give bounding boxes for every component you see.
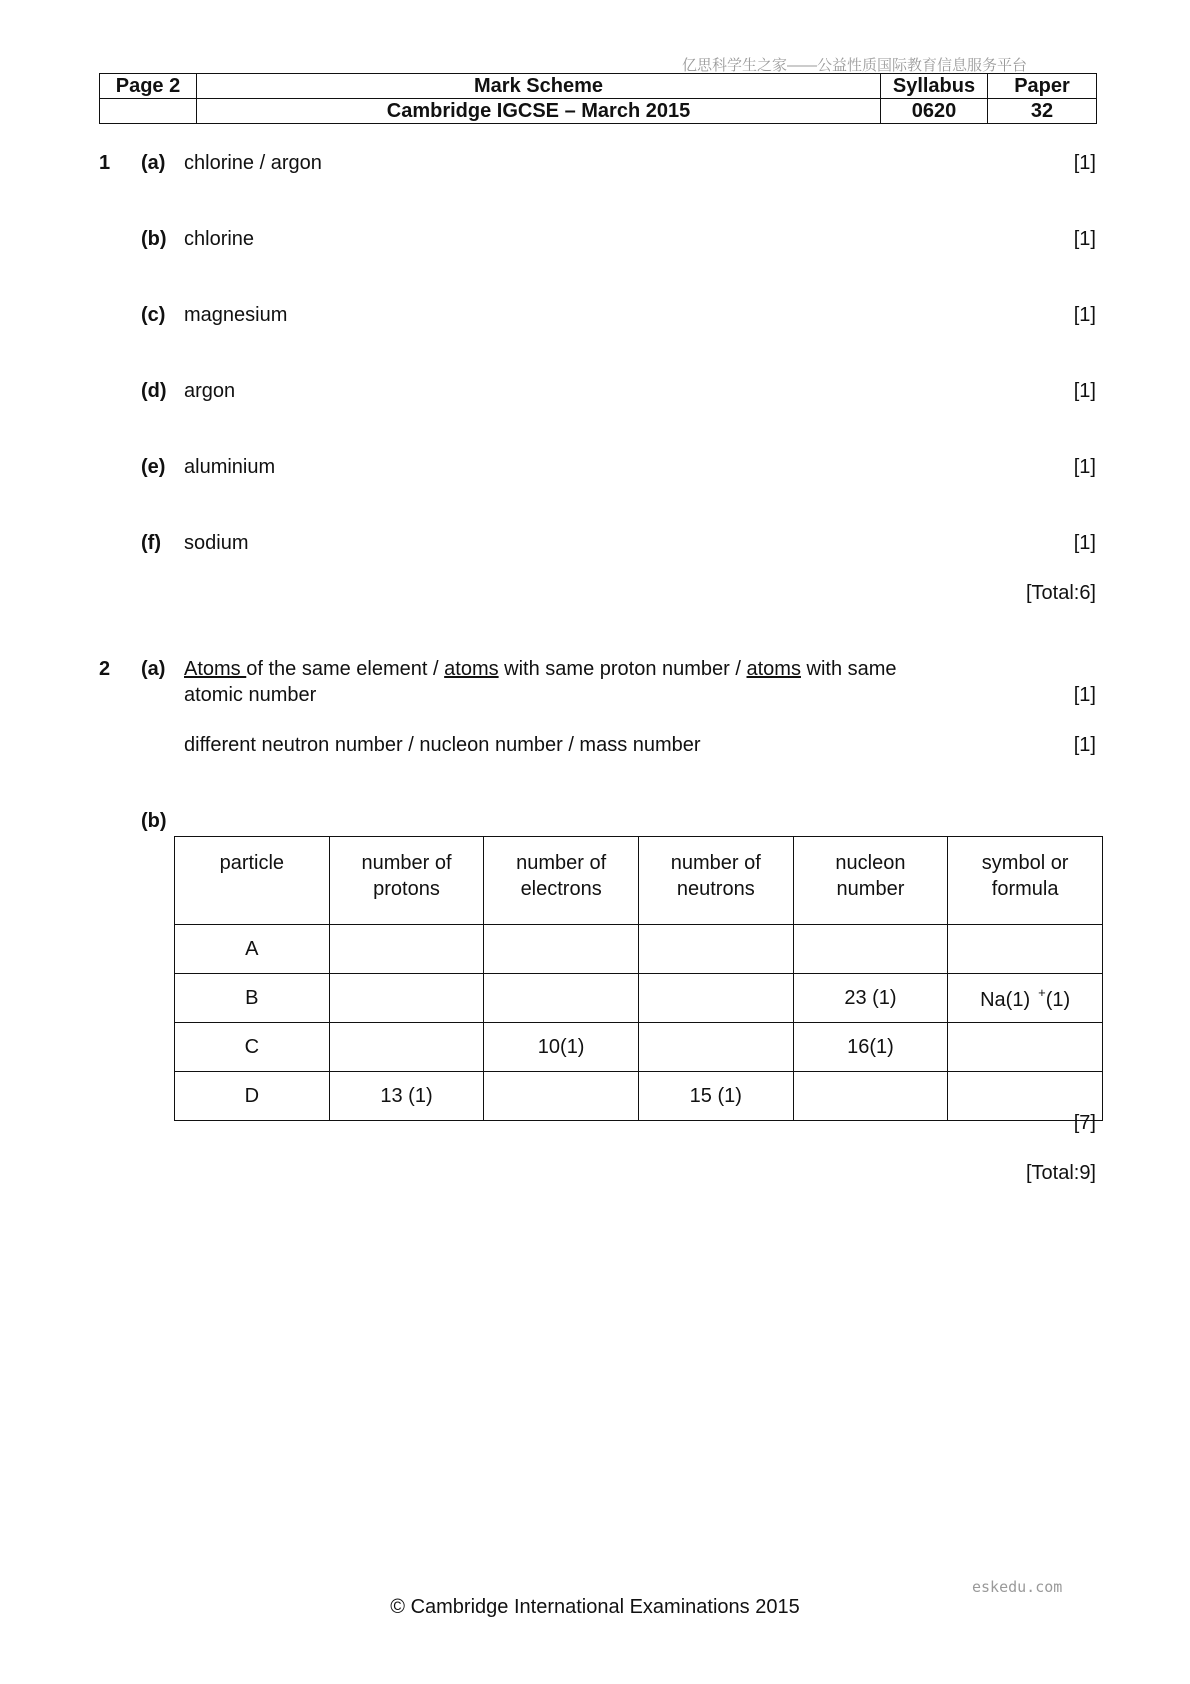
cell-nucleon bbox=[793, 1072, 948, 1121]
q1-mark: [1] bbox=[1073, 304, 1096, 326]
watermark-top: 亿思科学生之家——公益性质国际教育信息服务平台 bbox=[682, 57, 1028, 74]
q1-answer: chlorine bbox=[184, 228, 255, 250]
q2a-atoms-2: atoms bbox=[444, 658, 499, 680]
q1-mark: [1] bbox=[1073, 228, 1096, 250]
cell-protons bbox=[329, 974, 484, 1023]
cell-particle: D bbox=[175, 1072, 330, 1121]
cell-electrons: 10(1) bbox=[484, 1023, 639, 1072]
q1-mark: [1] bbox=[1073, 380, 1096, 402]
q1-part-label: (c) bbox=[141, 304, 166, 326]
col-header-protons: number of protons bbox=[329, 837, 484, 925]
cell-neutrons bbox=[638, 1023, 793, 1072]
q2b-label: (b) bbox=[141, 810, 167, 832]
watermark-bottom: eskedu.com bbox=[972, 1578, 1063, 1596]
q2a-label: (a) bbox=[141, 658, 166, 680]
cell-electrons bbox=[484, 974, 639, 1023]
header-page: Page 2 bbox=[100, 74, 197, 99]
q1-part-label: (a) bbox=[141, 152, 166, 174]
q2a-mid-2: with same proton number / bbox=[498, 658, 747, 680]
cell-electrons bbox=[484, 1072, 639, 1121]
header-paper: 32 bbox=[988, 99, 1097, 124]
cell-particle: B bbox=[175, 974, 330, 1023]
header-table bbox=[99, 73, 1097, 124]
q2-total: [Total:9] bbox=[1025, 1162, 1096, 1184]
cell-nucleon: 16(1) bbox=[793, 1023, 948, 1072]
cell-nucleon: 23 (1) bbox=[793, 974, 948, 1023]
cell-protons bbox=[329, 925, 484, 974]
cell-particle: C bbox=[175, 1023, 330, 1072]
symbol-tail: (1) bbox=[1045, 988, 1071, 1011]
table-row bbox=[175, 1023, 1103, 1072]
table-header-row bbox=[175, 837, 1103, 925]
copyright-footer: © Cambridge International Examinations 2015 bbox=[390, 1596, 800, 1618]
cell-electrons bbox=[484, 925, 639, 974]
cell-symbol bbox=[948, 1023, 1103, 1072]
q2-number: 2 bbox=[99, 658, 111, 680]
cell-particle: A bbox=[175, 925, 330, 974]
cell-neutrons: 15 (1) bbox=[638, 1072, 793, 1121]
header-exam: Cambridge IGCSE – March 2015 bbox=[197, 99, 881, 124]
particle-table bbox=[174, 836, 1103, 1121]
cell-neutrons bbox=[638, 974, 793, 1023]
q1-part-label: (f) bbox=[141, 532, 161, 554]
symbol-main: Na(1) bbox=[980, 988, 1031, 1011]
q2a-mark-1: [1] bbox=[1073, 684, 1096, 706]
q1-mark: [1] bbox=[1073, 152, 1096, 174]
q1-mark: [1] bbox=[1073, 532, 1096, 554]
q1-part-label: (d) bbox=[141, 380, 167, 402]
q1-mark: [1] bbox=[1073, 456, 1096, 478]
symbol-charge: + bbox=[1038, 984, 1046, 1000]
col-header-electrons: number of electrons bbox=[484, 837, 639, 925]
q2a-mid-1: of the same element / bbox=[246, 658, 445, 680]
cell-neutrons bbox=[638, 925, 793, 974]
header-syllabus: 0620 bbox=[881, 99, 988, 124]
q1-answer: aluminium bbox=[184, 456, 276, 478]
cell-protons bbox=[329, 1023, 484, 1072]
header-mark-scheme: Mark Scheme bbox=[197, 74, 881, 99]
col-header-particle: particle bbox=[175, 837, 330, 925]
col-header-nucleon: nucleon number bbox=[793, 837, 948, 925]
q2a-mark-2: [1] bbox=[1073, 734, 1096, 756]
col-header-symbol: symbol or formula bbox=[948, 837, 1103, 925]
q1-answer: magnesium bbox=[184, 304, 288, 326]
q1-answer: argon bbox=[184, 380, 236, 402]
q1-number: 1 bbox=[99, 152, 111, 174]
table-row bbox=[175, 974, 1103, 1023]
q1-answer: sodium bbox=[184, 532, 249, 554]
table-row bbox=[175, 925, 1103, 974]
header-blank bbox=[100, 99, 197, 124]
q2a-atoms-1: Atoms bbox=[184, 658, 247, 680]
q1-part-label: (e) bbox=[141, 456, 166, 478]
q1-answer: chlorine / argon bbox=[184, 152, 322, 174]
cell-nucleon bbox=[793, 925, 948, 974]
header-syllabus-label: Syllabus bbox=[881, 74, 988, 99]
q1-part-label: (b) bbox=[141, 228, 167, 250]
cell-symbol bbox=[948, 974, 1103, 1023]
col-header-neutrons: number of neutrons bbox=[638, 837, 793, 925]
q2a-line1 bbox=[184, 656, 897, 682]
q2a-line3: different neutron number / nucleon number / mass number bbox=[184, 734, 701, 756]
q1-total: [Total:6] bbox=[1025, 582, 1096, 604]
q2a-line2: atomic number bbox=[184, 684, 317, 706]
cell-symbol bbox=[948, 925, 1103, 974]
header-paper-label: Paper bbox=[988, 74, 1097, 99]
q2b-mark: [7] bbox=[1073, 1112, 1096, 1134]
q2a-end: with same bbox=[800, 658, 897, 680]
q2a-atoms-3: atoms bbox=[746, 658, 801, 680]
cell-protons: 13 (1) bbox=[329, 1072, 484, 1121]
